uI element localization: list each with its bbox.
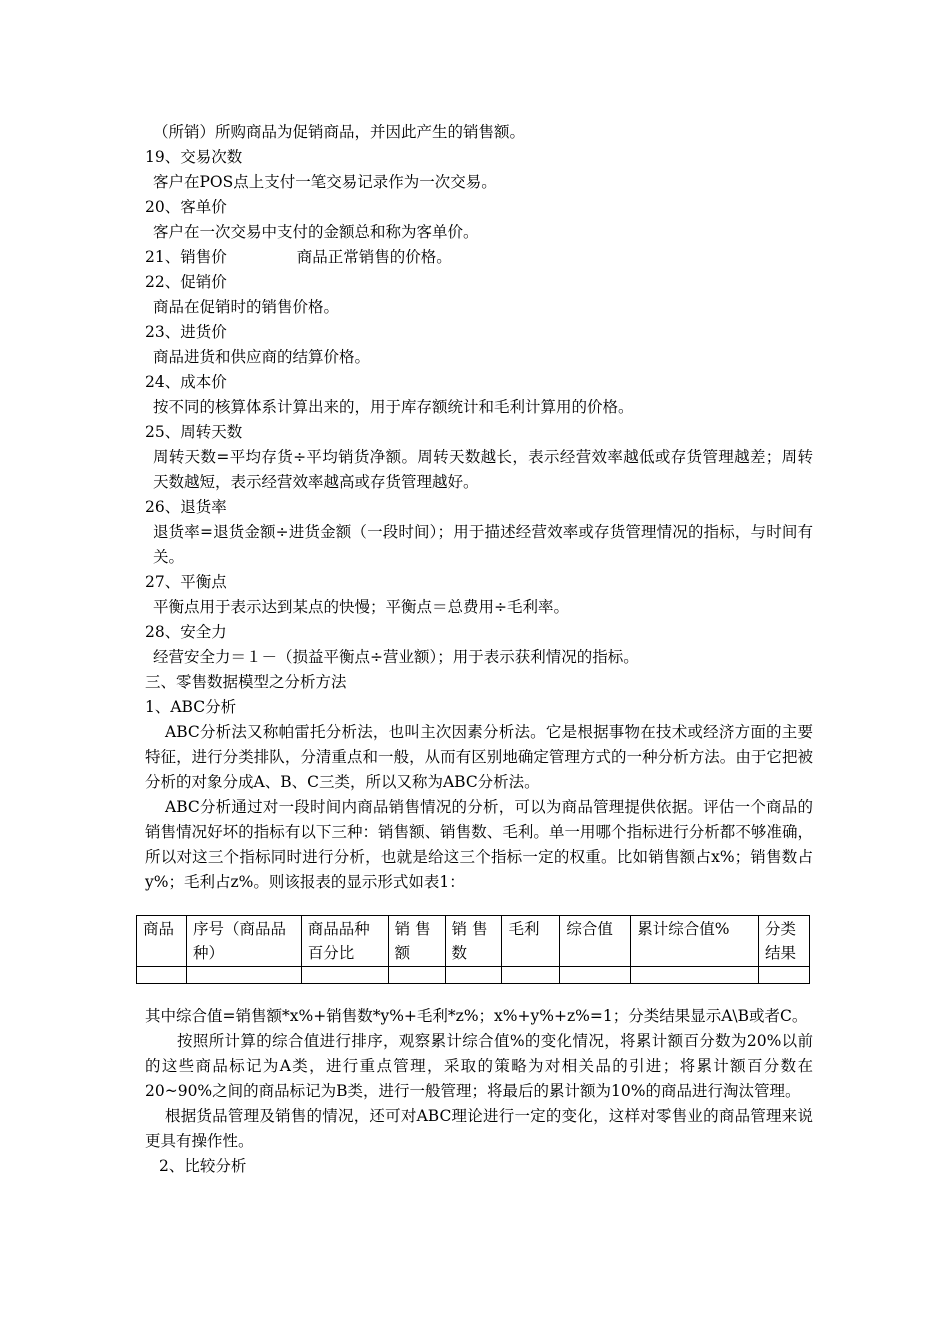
table-header-cell: 商品品种百分比 xyxy=(301,916,388,967)
table-header-cell: 销 售额 xyxy=(388,916,445,967)
table-header-row xyxy=(137,916,810,967)
section-heading: 25、周转天数 xyxy=(145,423,243,441)
paragraph: 退货率=退货金额÷进货金额（一段时间）；用于描述经营效率或存货管理情况的指标，与时间有关。 xyxy=(153,523,813,566)
table-header-cell: 毛利 xyxy=(502,916,560,967)
section-heading: 28、安全力 xyxy=(145,623,227,641)
text-line: 按不同的核算体系计算出来的，用于库存额统计和毛利计算用的价格。 xyxy=(153,398,634,416)
table-header-cell: 综合值 xyxy=(560,916,631,967)
text-line: 商品正常销售的价格。 xyxy=(296,248,452,266)
text-line: 商品进货和供应商的结算价格。 xyxy=(153,348,371,366)
table-header-cell: 序号（商品品种） xyxy=(186,916,301,967)
table-cell xyxy=(388,967,445,984)
table-cell xyxy=(186,967,301,984)
section-heading: 22、促销价 xyxy=(145,273,227,291)
section-heading-row xyxy=(145,245,813,270)
section-heading: 26、退货率 xyxy=(145,498,227,516)
paragraph: 根据货品管理及销售的情况，还可对ABC理论进行一定的变化，这样对零售业的商品管理来说更具有操作性。 xyxy=(145,1107,813,1150)
table-row xyxy=(137,967,810,984)
table-cell xyxy=(631,967,759,984)
table-cell xyxy=(759,967,810,984)
table-cell xyxy=(137,967,187,984)
section-heading: 24、成本价 xyxy=(145,373,227,391)
table-header-cell: 商品 xyxy=(137,916,187,967)
paragraph: 周转天数=平均存货÷平均销货净额。周转天数越长，表示经营效率越低或存货管理越差；周转天数越短，表示经营效率越高或存货管理越好。 xyxy=(153,448,813,491)
abc-table xyxy=(136,915,810,984)
section-heading: 27、平衡点 xyxy=(145,573,227,591)
chapter-heading: 三、零售数据模型之分析方法 xyxy=(145,673,347,691)
section-heading: 1、ABC分析 xyxy=(145,698,237,716)
paragraph: ABC分析通过对一段时间内商品销售情况的分析，可以为商品管理提供依据。评估一个商品的销售情况好坏的指标有以下三种：销售额、销售数、毛利。单一用哪个指标进行分析都不够准确，所以对这三个指标同时进行分析，也就是给这三个指标一定的权重。比如销售额占x%；销售数占y%；毛利占z%。则该报表的显示形式如表1： xyxy=(145,798,813,891)
text-line: 其中综合值=销售额*x%+销售数*y%+毛利*z%；x%+y%+z%=1；分类结果显示A\B或者C。 xyxy=(145,1007,808,1025)
section-heading: 23、进货价 xyxy=(145,323,227,341)
table-cell xyxy=(301,967,388,984)
table-cell xyxy=(502,967,560,984)
text-line: 客户在POS点上支付一笔交易记录作为一次交易。 xyxy=(153,173,497,191)
text-line: 平衡点用于表示达到某点的快慢；平衡点＝总费用÷毛利率。 xyxy=(153,598,569,616)
text-line: 经营安全力＝１－（损益平衡点÷营业额）；用于表示获利情况的指标。 xyxy=(153,648,639,666)
table-header-cell: 分类结果 xyxy=(759,916,810,967)
paragraph: ABC分析法又称帕雷托分析法，也叫主次因素分析法。它是根据事物在技术或经济方面的主要特征，进行分类排队，分清重点和一般，从而有区别地确定管理方式的一种分析方法。由于它把被分析的对象分成A、B、C三类，所以又称为ABC分析法。 xyxy=(145,723,813,791)
table-cell xyxy=(560,967,631,984)
table-header-cell: 累计综合值% xyxy=(631,916,759,967)
table-header-cell: 销 售数 xyxy=(445,916,502,967)
section-heading: 2、比较分析 xyxy=(159,1157,247,1175)
document-page xyxy=(145,120,813,1179)
text-line: （所销）所购商品为促销商品，并因此产生的销售额。 xyxy=(153,123,526,141)
section-heading: 21、销售价 xyxy=(145,248,227,266)
section-heading: 20、客单价 xyxy=(145,198,227,216)
text-line: 商品在促销时的销售价格。 xyxy=(153,298,340,316)
text-line: 客户在一次交易中支付的金额总和称为客单价。 xyxy=(153,223,479,241)
section-heading: 19、交易次数 xyxy=(145,148,243,166)
paragraph: 按照所计算的综合值进行排序，观察累计综合值%的变化情况，将累计额百分数为20%以前的这些商品标记为A类，进行重点管理，采取的策略为对相关品的引进；将累计额百分数在20~90%之间的商品标记为B类，进行一般管理；将最后的累计额为10%的商品进行淘汰管理。 xyxy=(145,1032,813,1100)
table-cell xyxy=(445,967,502,984)
